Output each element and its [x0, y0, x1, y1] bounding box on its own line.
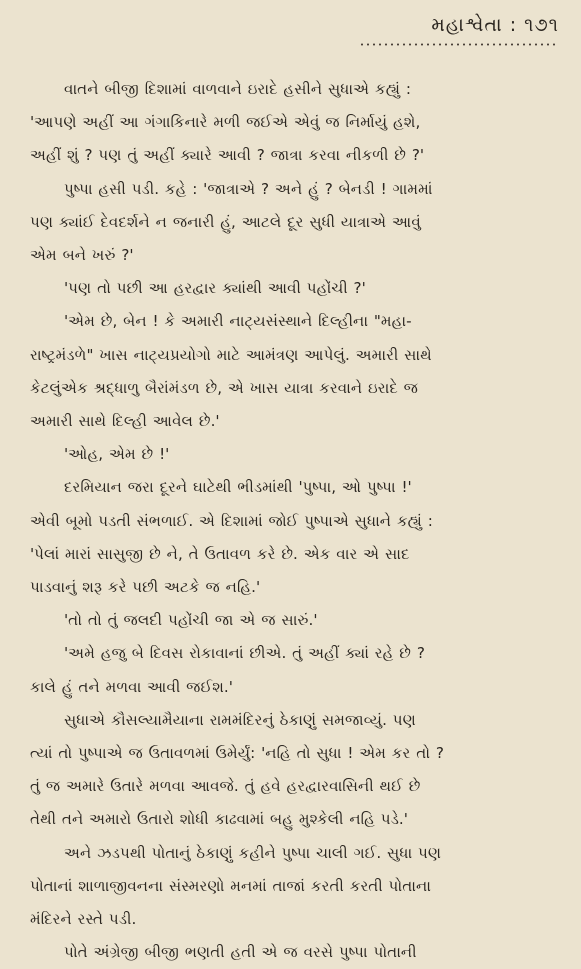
- text-line: 'એમ છે, બેન ! કે અમારી નાટ્યસંસ્થાને દિલ્હીના "મહા-: [64, 312, 412, 331]
- text-block: [30, 73, 559, 969]
- text-line: અમારી સાથે દિલ્હી આવેલ છે.': [30, 412, 220, 431]
- text-line: 'આપણે અહીં આ ગંગાકિનારે મળી જઈએ એવું જ નિર્માયું હશે,: [30, 113, 421, 132]
- text-line: એવી બૂમો પડતી સંભળાઈ. એ દિશામાં જોઈ પુષ્પાએ સુધાને કહ્યું :: [30, 511, 433, 530]
- text-line: અહીં શું ? પણ તું અહીં ક્યારે આવી ? જાત્રા કરવા નીકળી છે ?': [30, 146, 425, 165]
- text-line: 'ઓહ, એમ છે !': [64, 445, 170, 464]
- text-line: સુધાએ કૌસલ્યામૈયાના રામમંદિરનું ઠેકાણું સમજાવ્યું. પણ: [64, 710, 416, 729]
- page-header-title: મહાશ્વેતા : ૧૭૧: [431, 14, 559, 36]
- text-line: પોતાનાં શાળાજીવનના સંસ્મરણો મનમાં તાજાં કરતી કરતી પોતાના: [30, 876, 432, 895]
- text-line: તેથી તને અમારો ઉતારો શોધી કાઢવામાં બહુ મુશ્કેલી નહિ પડે.': [30, 810, 408, 829]
- text-line: કાલે હું તને મળવા આવી જઈશ.': [30, 677, 233, 696]
- text-line: તું જ અમારે ઉતારે મળવા આવજે. તું હવે હરદ્વારવાસિની થઈ છે: [30, 777, 421, 796]
- text-line: 'તો તો તું જલદી પહોંચી જા એ જ સારું.': [64, 611, 318, 630]
- text-line: વાતને બીજી દિશામાં વાળવાને ઇરાદે હસીને સુધાએ કહ્યું :: [64, 80, 411, 98]
- text-line: પણ ક્યાંઈ દેવદર્શને ન જનારી હું, આટલે દૂર સુધી યાત્રાએ આવું: [30, 212, 421, 231]
- running-header: [30, 12, 559, 38]
- header-dotted-rule: [359, 42, 559, 47]
- text-line: દરમિયાન જરા દૂરને ઘાટેથી ભીડમાંથી 'પુષ્પા, ઓ પુષ્પા !': [64, 478, 412, 497]
- body-text: [30, 73, 559, 969]
- text-line: અને ઝડપથી પોતાનું ઠેકાણું કહીને પુષ્પા ચાલી ગઈ. સુધા પણ: [64, 843, 442, 862]
- text-line: એમ બને ખરું ?': [30, 246, 134, 265]
- text-line: કેટલુંએક શ્રદ્ધાળુ બૈરાંમંડળ છે, એ ખાસ યાત્રા કરવાને ઇરાદે જ: [30, 378, 419, 397]
- text-line: 'પેલાં મારાં સાસુજી છે ને, તે ઉતાવળ કરે છે. એક વાર એ સાદ: [30, 544, 410, 563]
- text-line: રાષ્ટ્રમંડળે" ખાસ નાટ્યપ્રયોગો માટે આમંત્રણ આપેલું. અમારી સાથે: [30, 345, 432, 364]
- text-line: ત્યાં તો પુષ્પાએ જ ઉતાવળમાં ઉમેર્યું: 'નહિ તો સુધા ! એમ કર તો ?: [30, 744, 444, 763]
- text-line: 'પણ તો પછી આ હરદ્વાર ક્યાંથી આવી પહોંચી ?': [64, 279, 366, 298]
- text-line: 'અમે હજુ બે દિવસ રોકાવાનાં છીએ. તું અહીં ક્યાં રહે છે ?: [64, 644, 425, 663]
- text-line: પુષ્પા હસી પડી. કહે : 'જાત્રાએ ? અને હું ? બેનડી ! ગામમાં: [64, 179, 433, 198]
- text-line: પાડવાનું શરૂ કરે પછી અટકે જ નહિ.': [30, 578, 261, 597]
- text-line: પોતે અંગ્રેજી બીજી ભણતી હતી એ જ વરસે પુષ્પા પોતાની: [64, 943, 417, 962]
- text-line: મંદિરને રસ્તે પડી.: [30, 910, 137, 929]
